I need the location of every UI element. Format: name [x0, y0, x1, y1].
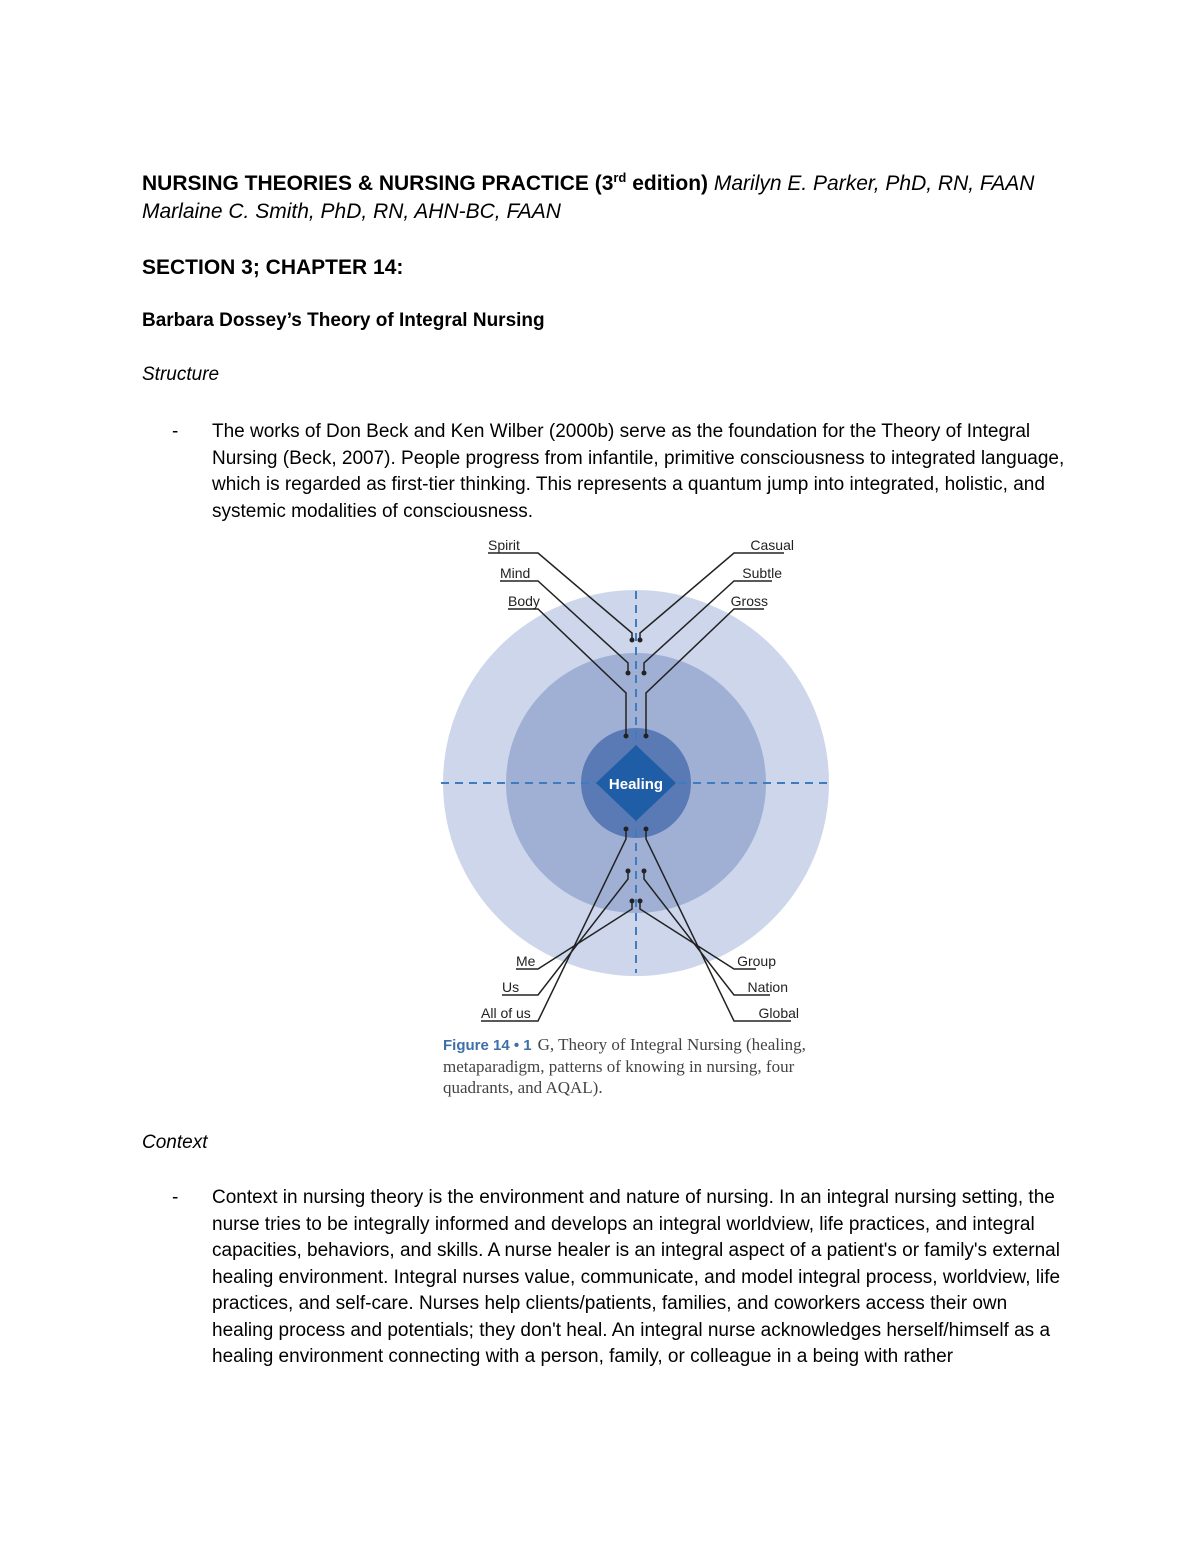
- dot: [644, 827, 649, 832]
- section-heading: SECTION 3; CHAPTER 14:: [142, 256, 404, 279]
- dot: [626, 869, 631, 874]
- caption-label: Figure 14 • 1: [443, 1037, 532, 1054]
- label-nation: Nation: [747, 979, 788, 995]
- label-casual: Casual: [750, 537, 794, 553]
- title-bold-edition: edition): [626, 172, 709, 195]
- healing-label: Healing: [608, 776, 664, 793]
- dot: [626, 671, 631, 676]
- document-title: [142, 170, 1042, 226]
- label-body: Body: [508, 593, 540, 609]
- dot: [638, 638, 643, 643]
- figure-diagram: [436, 533, 836, 1021]
- label-global: Global: [758, 1005, 799, 1021]
- bullet-dash: -: [172, 421, 179, 442]
- dot: [642, 671, 647, 676]
- figure-caption: [443, 1034, 843, 1098]
- label-gross: Gross: [730, 593, 768, 609]
- title-bold: NURSING THEORIES & NURSING PRACTICE (3: [142, 172, 614, 195]
- label-group: Group: [737, 953, 776, 969]
- label-all-of-us: All of us: [481, 1005, 531, 1021]
- integral-nursing-figure: [436, 533, 836, 1021]
- label-spirit: Spirit: [488, 537, 520, 553]
- title-authors: Marilyn E. Parker, PhD, RN, FAAN Marlaine C. Smith, PhD, RN, AHN-BC, FAAN: [142, 172, 1035, 223]
- dot: [624, 827, 629, 832]
- dot: [638, 899, 643, 904]
- chapter-subtitle: Barbara Dossey’s Theory of Integral Nursing: [142, 310, 545, 331]
- caption-text: G, Theory of Integral Nursing (healing, metaparadigm, patterns of knowing in nursing, four quadrants, and AQAL).: [443, 1035, 806, 1097]
- dot: [642, 869, 647, 874]
- dot: [630, 638, 635, 643]
- dot: [624, 734, 629, 739]
- dot: [644, 734, 649, 739]
- title-superscript: rd: [613, 170, 627, 185]
- label-us: Us: [502, 979, 520, 995]
- label-mind: Mind: [500, 565, 531, 581]
- label-me: Me: [516, 953, 536, 969]
- bullet-dash: -: [172, 1187, 179, 1208]
- structure-bullet-text: The works of Don Beck and Ken Wilber (2000b) serve as the foundation for the Theory of Integral Nursing (Beck, 2007). People progress from infantile, primitive consciousness to integrated language, which is regarded as first-tier thinking. This represents a quantum jump into integrated, holistic, and systemic modalities of consciousness.: [212, 421, 1065, 522]
- label-subtle: Subtle: [742, 565, 782, 581]
- context-bullet-text: Context in nursing theory is the environment and nature of nursing. In an integral nursing setting, the nurse tries to be integrally informed and develops an integral worldview, life practices, and integral capacities, behaviors, and skills. A nurse healer is an integral aspect of a patient's or family's external healing environment. Integral nurses value, communicate, and model integral process, worldview, life practices, and self-care. Nurses help clients/patients, families, and coworkers access their own healing process and potentials; they don't heal. An integral nurse acknowledges herself/himself as a healing environment connecting with a person, family, or colleague in a being with rather: [212, 1187, 1061, 1367]
- context-heading: Context: [142, 1132, 208, 1153]
- structure-heading: Structure: [142, 364, 220, 385]
- dot: [630, 899, 635, 904]
